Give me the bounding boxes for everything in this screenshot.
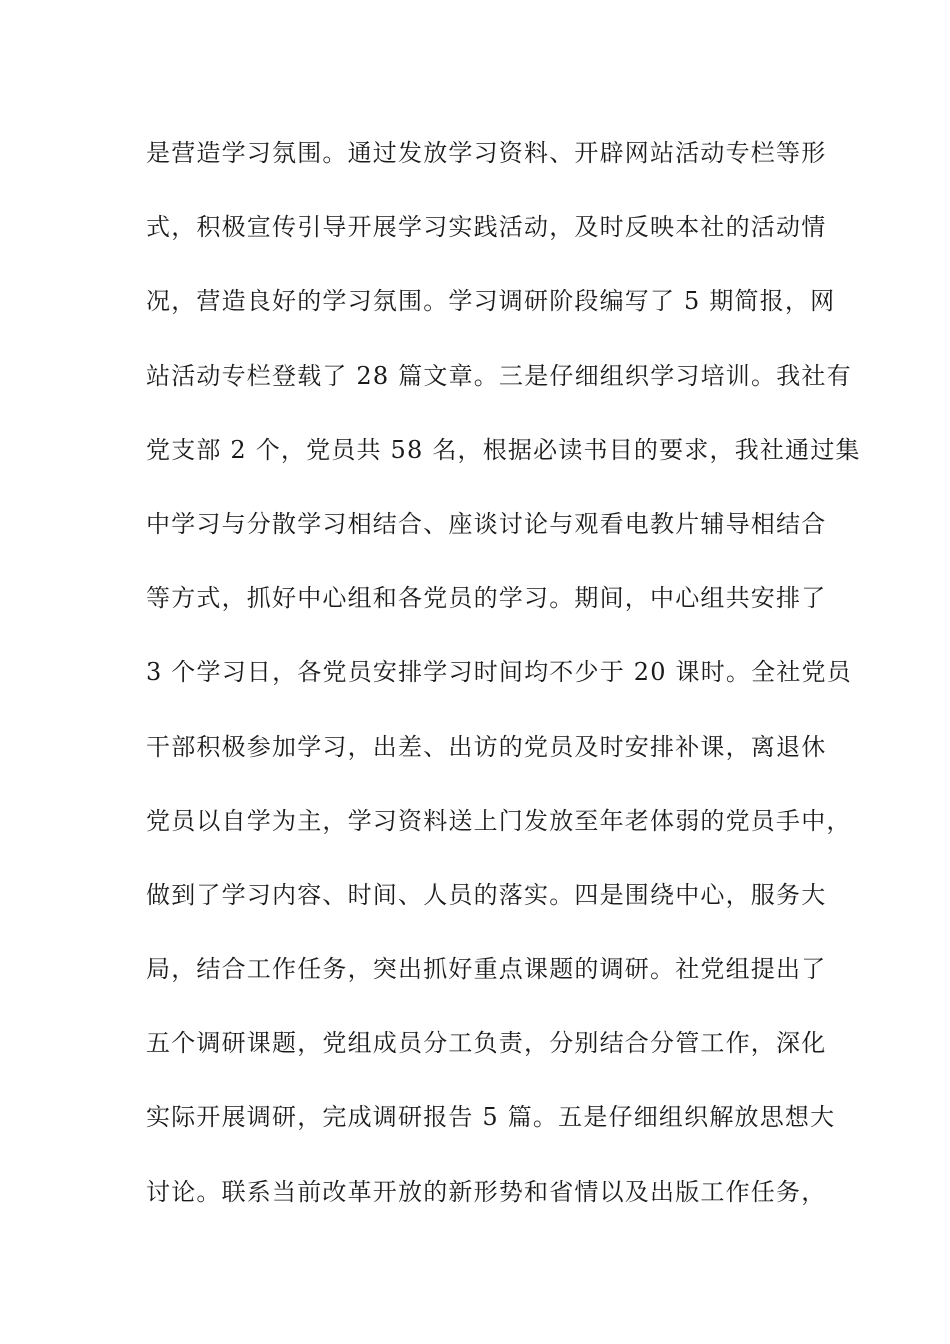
- text-line: 中学习与分散学习相结合、座谈讨论与观看电教片辅导相结合: [146, 509, 827, 538]
- text-line: 党员以自学为主，学习资料送上门发放至年老体弱的党员手中，: [146, 806, 852, 835]
- text-line: 况，营造良好的学习氛围。学习调研阶段编写了 5 期简报，网: [146, 287, 836, 316]
- text-line: 五个调研课题，党组成员分工负责，分别结合分管工作，深化: [146, 1029, 827, 1058]
- text-line: 讨论。联系当前改革开放的新形势和省情以及出版工作任务，: [146, 1177, 827, 1206]
- text-line: 做到了学习内容、时间、人员的落实。四是围绕中心，服务大: [146, 880, 827, 909]
- text-line: 是营造学习氛围。通过发放学习资料、开辟网站活动专栏等形: [146, 139, 827, 167]
- text-line: 等方式，抓好中心组和各党员的学习。期间，中心组共安排了: [146, 584, 827, 613]
- text-line: 干部积极参加学习，出差、出访的党员及时安排补课，离退休: [146, 732, 827, 761]
- text-line: 实际开展调研，完成调研报告 5 篇。五是仔细组织解放思想大: [146, 1103, 836, 1132]
- body-text: [146, 131, 861, 1244]
- text-line: 站活动专栏登载了 28 篇文章。三是仔细组织学习培训。我社有: [146, 361, 852, 390]
- text-line: 式，积极宣传引导开展学习实践活动，及时反映本社的活动情: [146, 213, 827, 242]
- text-line: 党支部 2 个，党员共 58 名，根据必读书目的要求，我社通过集: [146, 435, 861, 464]
- text-line: 局，结合工作任务，突出抓好重点课题的调研。社党组提出了: [146, 955, 827, 984]
- text-line: 3 个学习日，各党员安排学习时间均不少于 20 课时。全社党员: [146, 658, 852, 687]
